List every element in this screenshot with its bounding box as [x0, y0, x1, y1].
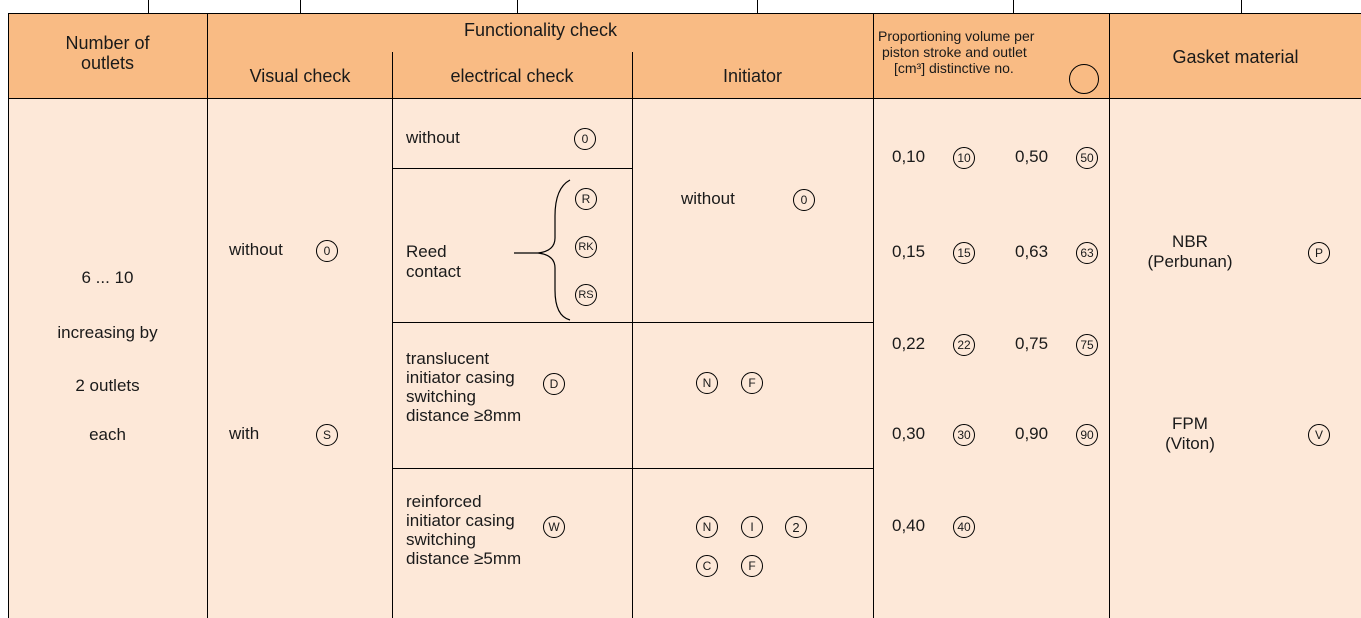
header-initiator: Initiator [722, 66, 783, 86]
electrical-without-code-icon: 0 [574, 128, 596, 150]
prop-code-icon: 40 [953, 516, 975, 538]
reed-code-rs-icon: RS [575, 284, 597, 306]
row-line [392, 468, 873, 469]
top-divider [757, 0, 758, 13]
top-border [8, 13, 1361, 14]
initiator-translucent-n-icon: N [696, 372, 718, 394]
header-electrical-check: electrical check [450, 66, 574, 86]
initiator-reinforced-n-icon: N [696, 516, 718, 538]
col-divider [1109, 13, 1110, 618]
row-line [392, 322, 873, 323]
translucent-label: translucent initiator casing switching distance ≥8mm [406, 349, 522, 425]
prop-code-icon: 10 [953, 147, 975, 169]
prop-value: 0,50 [1015, 147, 1049, 166]
visual-with-label: with [229, 424, 260, 443]
header-functionality-check: Functionality check [463, 20, 618, 40]
top-divider [1241, 0, 1242, 13]
gasket-nbr-code-icon: P [1308, 242, 1330, 264]
header-gasket-material: Gasket material [1172, 47, 1299, 67]
prop-value: 0,75 [1015, 334, 1049, 353]
initiator-without-code-icon: 0 [793, 189, 815, 211]
header-number-of-outlets: Number of outlets [65, 33, 150, 73]
header-proportioning-line1: Proportioning volume per [878, 28, 1035, 44]
outlets-step: 2 outlets [75, 376, 140, 395]
outlets-range: 6 ... 10 [81, 268, 134, 287]
prop-value: 0,63 [1015, 242, 1049, 261]
prop-value: 0,40 [892, 516, 926, 535]
row-line [392, 168, 632, 169]
prop-value: 0,10 [892, 147, 926, 166]
prop-code-icon: 90 [1076, 424, 1098, 446]
reed-code-rk-icon: RK [575, 236, 597, 258]
initiator-reinforced-2-icon: 2 [785, 516, 807, 538]
header-gap [208, 42, 392, 45]
visual-without-label: without [229, 240, 283, 259]
table-body [8, 99, 1361, 618]
gasket-nbr-label: NBR (Perbunan) [1147, 232, 1233, 271]
header-proportioning-line2: piston stroke and outlet [882, 44, 1027, 60]
top-divider [148, 0, 149, 13]
header-visual-check: Visual check [249, 66, 351, 86]
prop-value: 0,22 [892, 334, 926, 353]
prop-value: 0,30 [892, 424, 926, 443]
prop-code-icon: 50 [1076, 147, 1098, 169]
translucent-code-icon: D [543, 373, 565, 395]
top-divider [1013, 0, 1014, 13]
distinctive-no-circle-icon [1069, 64, 1099, 94]
col-divider [207, 13, 208, 618]
visual-with-code-icon: S [316, 424, 338, 446]
header-bottom-line [8, 98, 1361, 99]
prop-value: 0,90 [1015, 424, 1049, 443]
reed-contact-label: Reed contact [406, 242, 461, 281]
initiator-reinforced-c-icon: C [696, 555, 718, 577]
reinforced-label: reinforced initiator casing switching distance ≥5mm [406, 492, 522, 568]
initiator-without-label: without [681, 189, 735, 208]
electrical-without-label: without [406, 128, 460, 147]
reed-bracket-icon [500, 176, 580, 322]
gasket-fpm-label: FPM (Viton) [1165, 414, 1215, 453]
col-divider [392, 52, 393, 618]
prop-code-icon: 30 [953, 424, 975, 446]
prop-code-icon: 63 [1076, 242, 1098, 264]
initiator-translucent-f-icon: F [741, 372, 763, 394]
col-divider [632, 52, 633, 618]
outlets-increasing-by: increasing by [57, 323, 158, 342]
initiator-reinforced-f-icon: F [741, 555, 763, 577]
left-border [8, 13, 9, 618]
prop-code-icon: 75 [1076, 334, 1098, 356]
gasket-fpm-code-icon: V [1308, 424, 1330, 446]
outlets-each: each [89, 425, 126, 444]
prop-code-icon: 22 [953, 334, 975, 356]
col-divider [873, 13, 874, 618]
reinforced-code-icon: W [543, 516, 565, 538]
prop-code-icon: 15 [953, 242, 975, 264]
prop-value: 0,15 [892, 242, 926, 261]
initiator-reinforced-i-icon: I [741, 516, 763, 538]
reed-code-r-icon: R [575, 188, 597, 210]
header-proportioning-line3: [cm³] distinctive no. [894, 60, 1014, 76]
top-divider [300, 0, 301, 13]
visual-without-code-icon: 0 [316, 240, 338, 262]
top-divider [517, 0, 518, 13]
